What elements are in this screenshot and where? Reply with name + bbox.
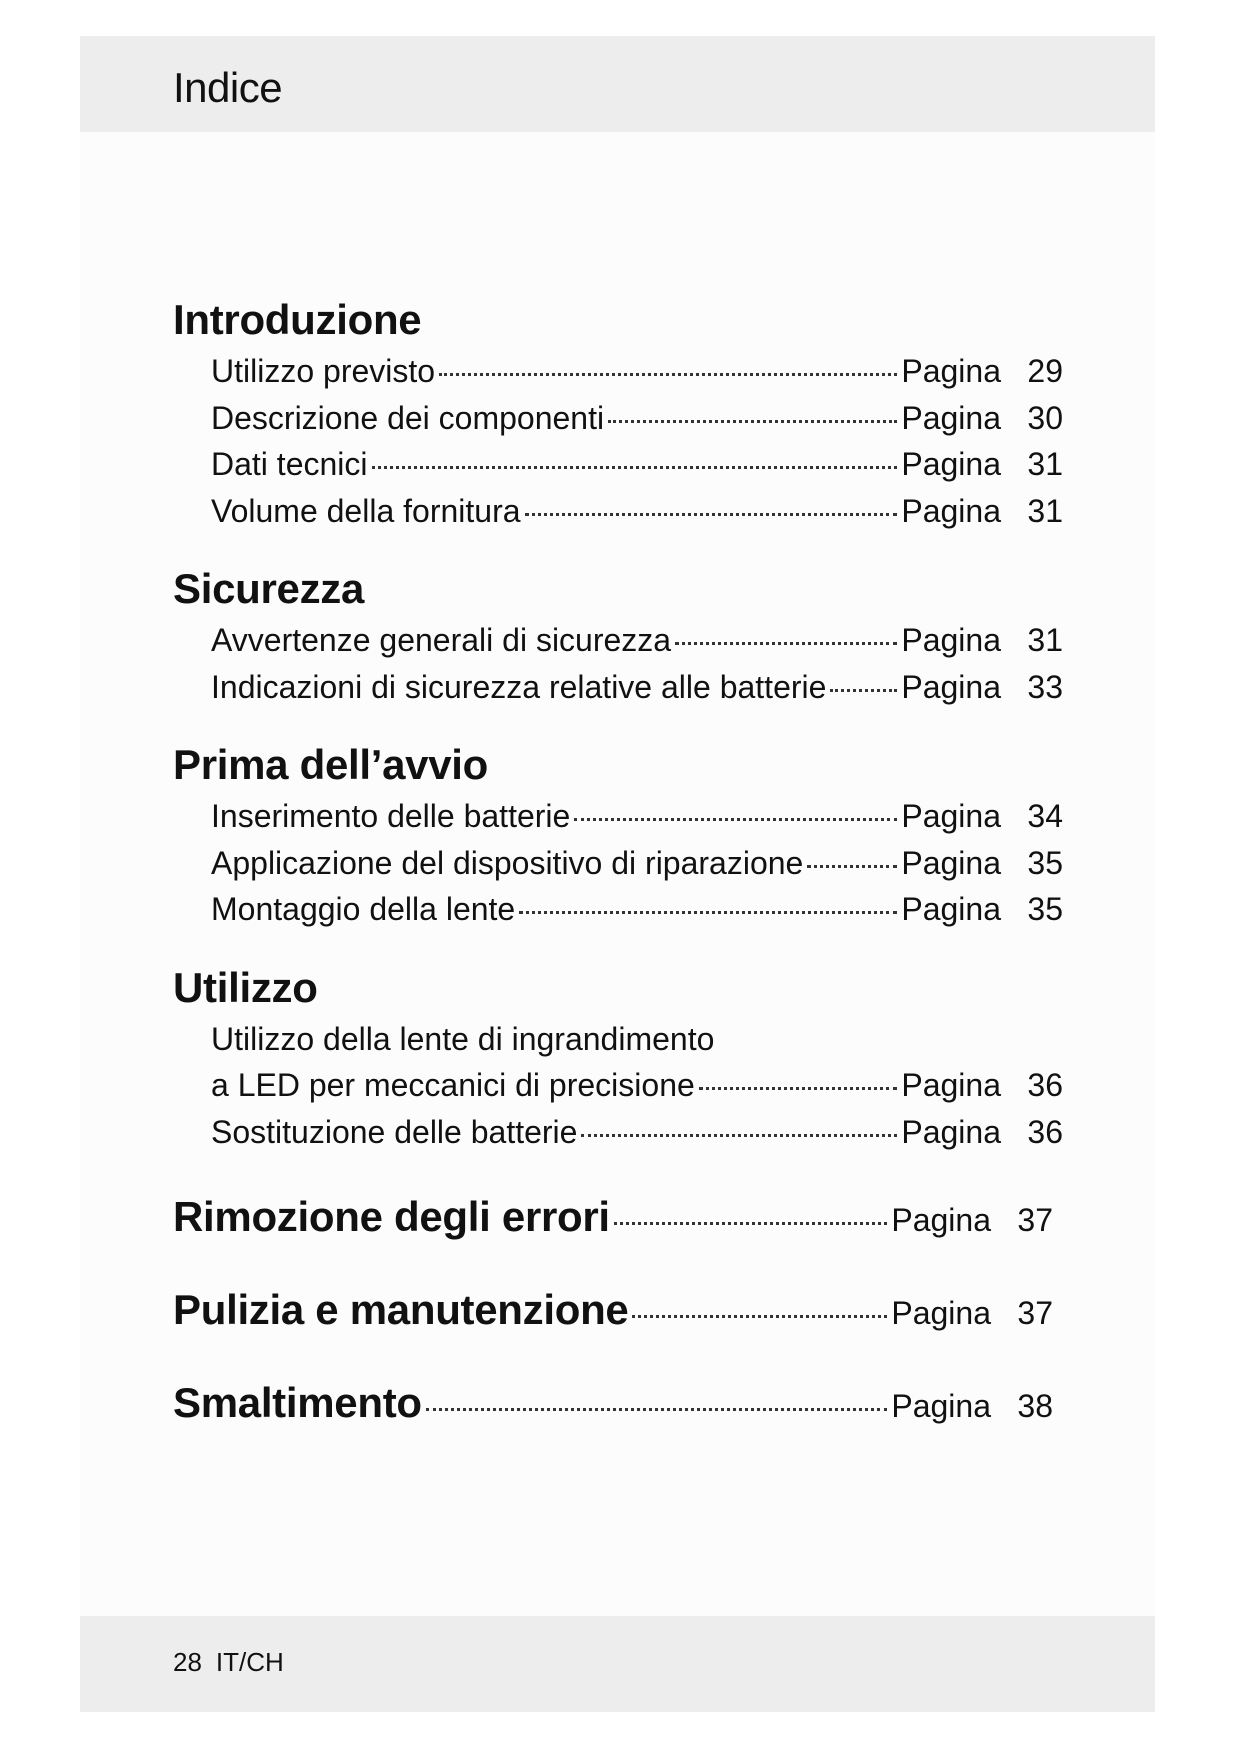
page-title: Indice <box>173 64 283 111</box>
toc-entry-line[interactable] <box>211 1016 1063 1063</box>
toc-entry[interactable] <box>211 348 1063 395</box>
page-word: Pagina <box>901 492 1001 529</box>
entry-label: Descrizione dei componenti <box>211 399 605 436</box>
dot-leader <box>675 641 897 645</box>
toc-entry[interactable] <box>211 793 1063 840</box>
page-word: Pagina <box>901 891 1001 927</box>
toc-section-sicurezza <box>173 561 1063 710</box>
entry-label: Sostituzione delle batterie <box>211 1113 578 1150</box>
dot-leader <box>807 864 897 868</box>
page-number: 34 <box>1027 798 1063 834</box>
entry-label: a LED per meccanici di precisione <box>211 1067 695 1103</box>
toc-section-rimozione-degli-errori[interactable] <box>173 1189 1053 1245</box>
page-number: 37 <box>1017 1202 1053 1238</box>
dot-leader <box>439 372 897 376</box>
dot-leader <box>699 1086 898 1090</box>
toc-section-pulizia-e-manutenzione[interactable] <box>173 1282 1053 1338</box>
entry-label: Avvertenze generali di sicurezza <box>211 622 672 658</box>
entry-label: Dati tecnici <box>211 446 368 482</box>
page-word: Pagina <box>901 622 1001 658</box>
page-word: Pagina <box>901 399 1001 436</box>
page-number: 29 <box>1027 353 1063 389</box>
page-word: Pagina <box>891 1295 991 1331</box>
entry-label: Montaggio della lente <box>211 891 516 927</box>
dot-leader <box>372 465 898 469</box>
toc-section-utilizzo <box>173 960 1063 1156</box>
page-number: 36 <box>1027 1067 1063 1103</box>
page-word: Pagina <box>891 1202 991 1238</box>
toc-entry[interactable] <box>211 886 1063 933</box>
footer <box>173 1647 284 1678</box>
page-number: 35 <box>1027 891 1063 927</box>
page-number: 35 <box>1027 844 1063 881</box>
dot-leader <box>525 512 898 516</box>
page-word: Pagina <box>901 446 1001 482</box>
toc-entry[interactable] <box>211 488 1063 535</box>
page-word: Pagina <box>901 798 1001 834</box>
page-word: Pagina <box>901 668 1001 705</box>
dot-leader <box>608 419 897 423</box>
footer-page-number: 28 <box>173 1647 202 1677</box>
section-title: Utilizzo <box>173 963 318 1011</box>
entry-label: Applicazione del dispositivo di riparazione <box>211 844 804 881</box>
page-word: Pagina <box>901 1067 1001 1103</box>
page-word: Pagina <box>901 1113 1001 1150</box>
section-title: Rimozione degli errori <box>173 1193 610 1240</box>
table-of-contents <box>173 292 1063 1431</box>
page-number: 36 <box>1027 1113 1063 1150</box>
page-number: 38 <box>1017 1388 1053 1424</box>
toc-entry[interactable] <box>211 1062 1063 1109</box>
toc-section-prima-dell-avvio <box>173 737 1063 933</box>
toc-entry[interactable] <box>211 395 1063 442</box>
entry-label: Indicazioni di sicurezza relative alle batterie <box>211 668 827 705</box>
page-word: Pagina <box>901 844 1001 881</box>
page-word: Pagina <box>901 353 1001 389</box>
page-number: 31 <box>1027 622 1063 658</box>
toc-entry[interactable] <box>211 840 1063 887</box>
dot-leader <box>426 1407 888 1411</box>
section-title: Introduzione <box>173 296 422 343</box>
page-number: 33 <box>1027 668 1063 705</box>
toc-entry[interactable] <box>211 441 1063 488</box>
section-title: Pulizia e manutenzione <box>173 1286 629 1333</box>
dot-leader <box>614 1221 888 1225</box>
entry-label: Utilizzo previsto <box>211 353 436 389</box>
dot-leader <box>574 817 897 821</box>
dot-leader <box>830 688 897 692</box>
entry-label: Utilizzo della lente di ingrandimento <box>211 1020 715 1057</box>
page-number: 31 <box>1027 492 1063 529</box>
dot-leader <box>519 910 897 914</box>
page-word: Pagina <box>891 1388 991 1424</box>
page-number: 30 <box>1027 399 1063 436</box>
page-number: 31 <box>1027 446 1063 482</box>
entry-label: Volume della fornitura <box>211 492 521 529</box>
section-title: Prima dell’avvio <box>173 741 489 788</box>
dot-leader <box>581 1133 897 1137</box>
footer-locale: IT/CH <box>215 1647 284 1677</box>
section-title: Sicurezza <box>173 565 365 612</box>
toc-section-introduzione <box>173 292 1063 534</box>
section-title: Smaltimento <box>173 1379 422 1426</box>
entry-label: Inserimento delle batterie <box>211 798 571 834</box>
toc-section-smaltimento[interactable] <box>173 1375 1053 1431</box>
page-number: 37 <box>1017 1295 1053 1331</box>
toc-entry[interactable] <box>211 617 1063 664</box>
toc-entry[interactable] <box>211 664 1063 711</box>
toc-entry[interactable] <box>211 1109 1063 1156</box>
dot-leader <box>632 1314 887 1318</box>
